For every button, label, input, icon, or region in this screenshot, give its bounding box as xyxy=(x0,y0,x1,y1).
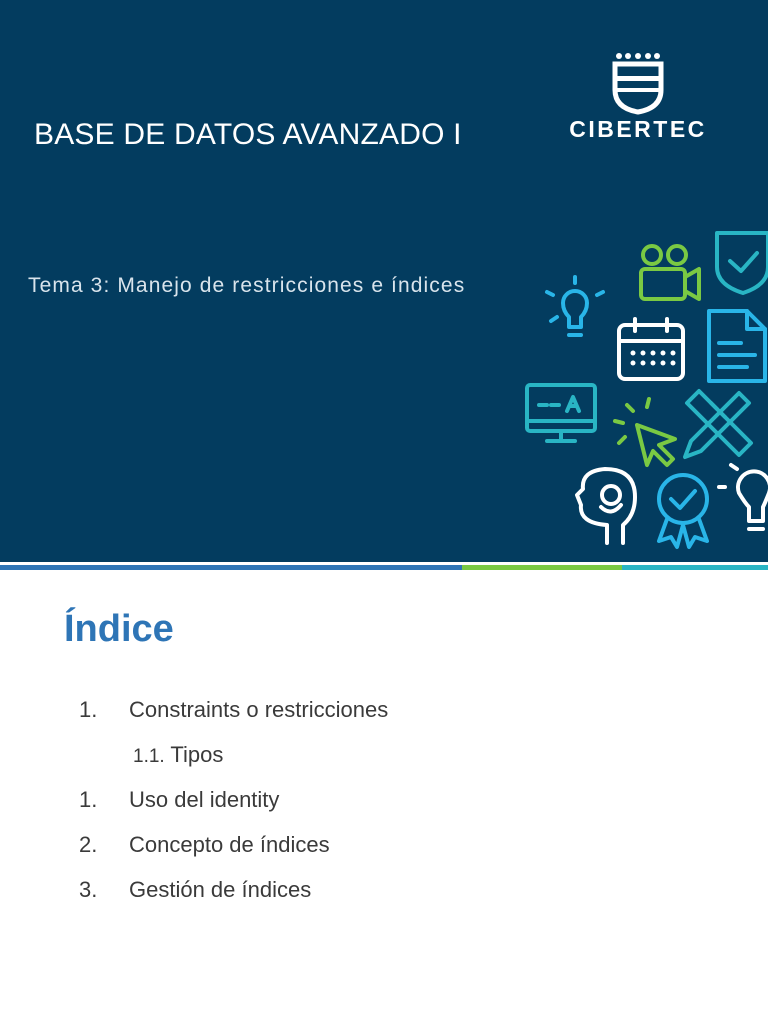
lightbulb-icon xyxy=(547,277,603,335)
toc-subitem xyxy=(0,739,768,771)
divider-stripe-green xyxy=(462,565,622,570)
cibertec-logo xyxy=(563,50,713,150)
slide-subtitle: Tema 3: Manejo de restricciones e índices xyxy=(28,274,466,297)
divider-stripe-blue xyxy=(0,565,462,570)
divider-stripe-teal xyxy=(622,565,768,570)
logo-text: CIBERTEC xyxy=(569,116,707,142)
shield-check-icon xyxy=(717,233,768,293)
lightbulb-icon xyxy=(719,465,768,529)
toc-item-label: Concepto de índices xyxy=(129,832,330,857)
video-camera-icon xyxy=(641,246,699,299)
toc-item xyxy=(0,784,768,816)
crest-icon xyxy=(563,50,713,116)
toc-item-number: 1. xyxy=(79,787,98,812)
calendar-icon xyxy=(619,319,683,379)
toc-item-number: 2. xyxy=(79,832,98,857)
toc-item-label: Gestión de índices xyxy=(129,877,312,902)
toc-item xyxy=(0,694,768,726)
toc-item xyxy=(0,829,768,861)
toc-subitem-text xyxy=(133,739,223,773)
toc-item-label: Tipos xyxy=(170,742,224,767)
toc-item-number: 1. xyxy=(79,697,98,722)
head-gear-icon xyxy=(577,469,635,543)
toc-item-label: Constraints o restricciones xyxy=(129,697,389,722)
pencil-ruler-icon xyxy=(685,391,751,457)
cursor-click-icon xyxy=(615,399,675,465)
monitor-icon xyxy=(527,385,595,441)
slide-title: BASE DE DATOS AVANZADO I xyxy=(34,118,462,151)
toc-item xyxy=(0,874,768,906)
toc-item-number: 3. xyxy=(79,877,98,902)
decorative-icons xyxy=(515,225,768,555)
document-icon xyxy=(709,311,765,381)
index-heading: Índice xyxy=(64,608,174,650)
award-badge-icon xyxy=(659,475,707,547)
toc-item-number: 1.1. xyxy=(133,746,165,767)
toc-item-label: Uso del identity xyxy=(129,787,280,812)
